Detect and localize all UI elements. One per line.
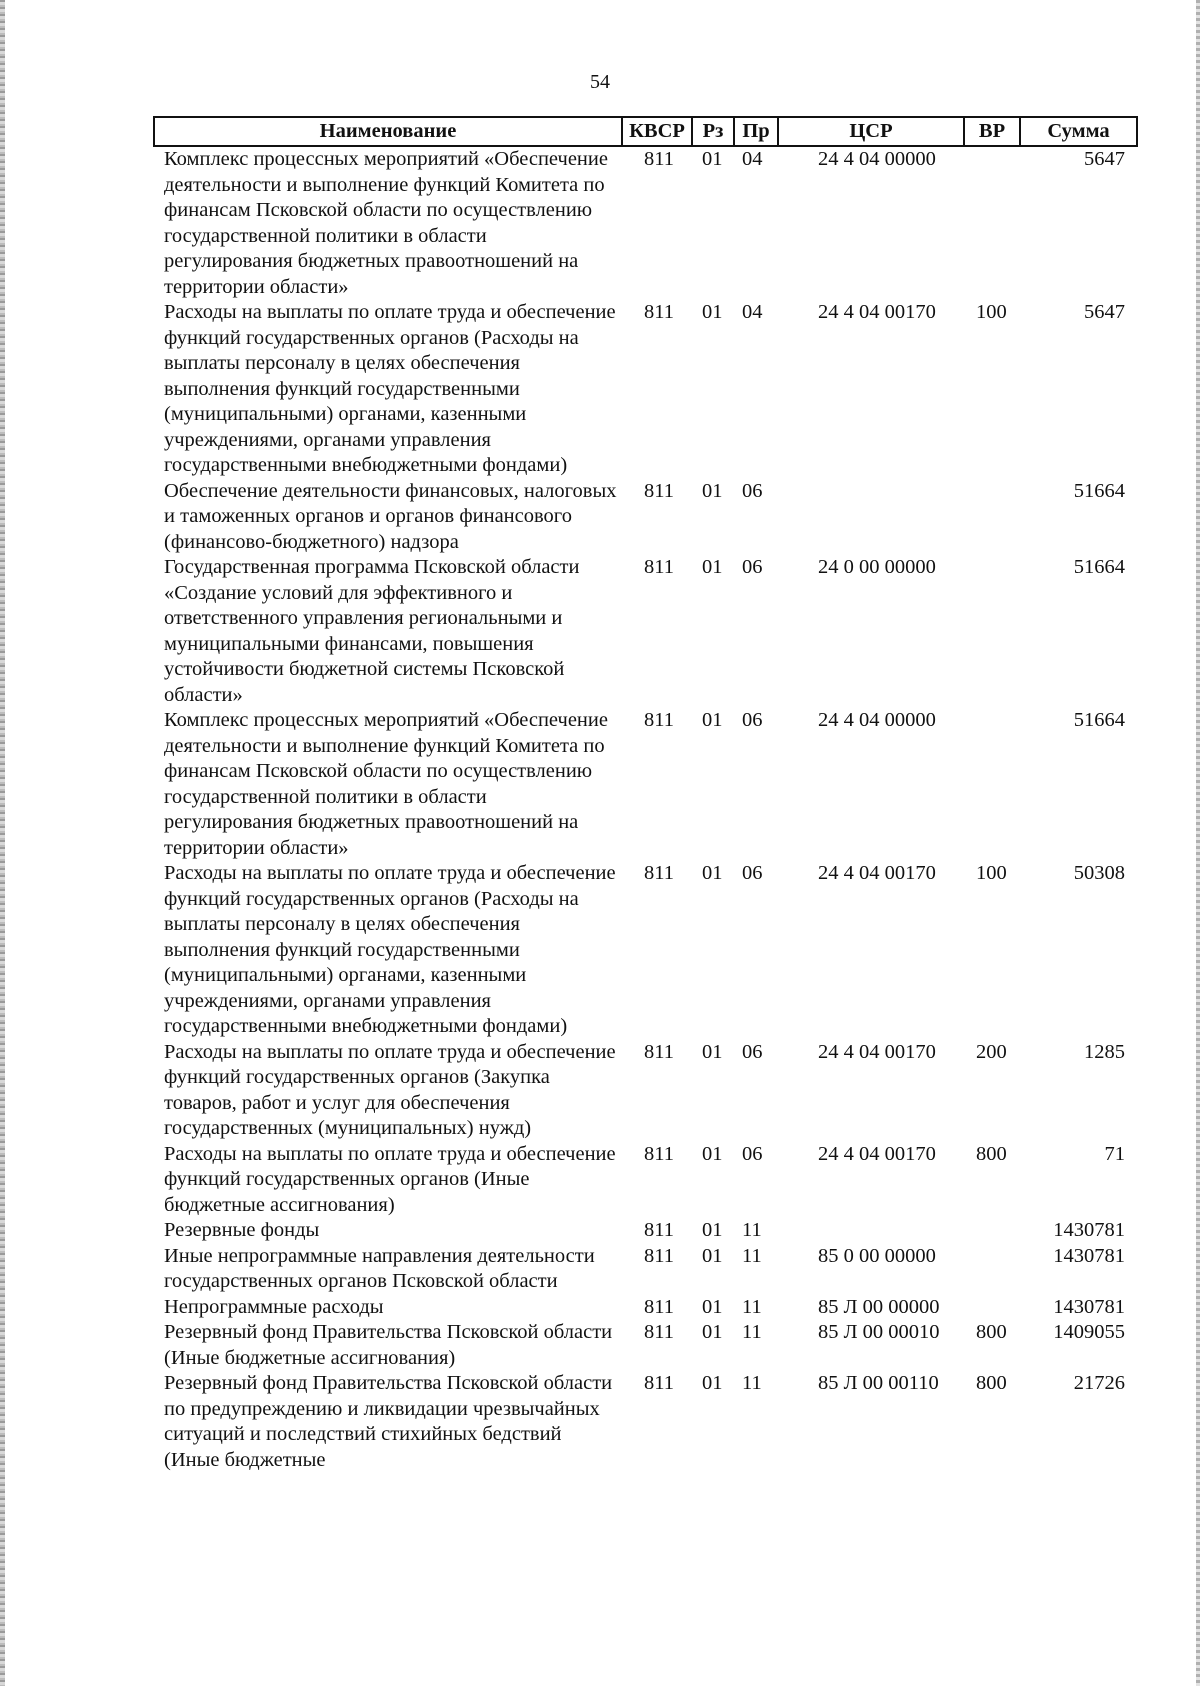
scan-edge-right xyxy=(1196,0,1200,1686)
cell-kvsr: 811 xyxy=(644,709,674,731)
cell-vr: 100 xyxy=(976,301,1007,323)
cell-name: Непрограммные расходы xyxy=(164,1295,384,1318)
cell-kvsr: 811 xyxy=(644,1295,674,1318)
cell-rz: 01 xyxy=(702,1295,723,1318)
cell-pr: 11 xyxy=(742,1295,762,1318)
cell-csr: 24 4 04 00170 xyxy=(818,862,936,884)
cell-name: Резервные фонды xyxy=(164,1219,320,1241)
cell-vr xyxy=(964,146,1020,300)
table-row xyxy=(154,1142,1137,1219)
cell-pr: 11 xyxy=(742,1244,762,1267)
cell-vr xyxy=(964,1218,1020,1244)
cell-kvsr: 811 xyxy=(644,301,674,323)
table-row xyxy=(154,1371,1137,1473)
cell-kvsr: 811 xyxy=(644,479,674,502)
cell-sum: 71 xyxy=(1104,1142,1125,1165)
cell-vr: 800 xyxy=(976,1142,1007,1165)
header-rz: Рз xyxy=(692,117,734,146)
header-vr: ВР xyxy=(964,117,1020,146)
cell-csr: 24 0 00 00000 xyxy=(818,556,936,578)
table-row xyxy=(154,1040,1137,1142)
cell-kvsr: 811 xyxy=(644,1040,674,1063)
header-kvsr: КВСР xyxy=(622,117,692,146)
cell-name: Комплекс процессных мероприятий «Обеспечение деятельности и выполнение функций Комитета по финансам Псковской области по осуществлению государственной политики в области регулирования бюджетных правоотношений на территории области» xyxy=(164,148,608,298)
header-row xyxy=(154,117,1137,146)
cell-rz: 01 xyxy=(702,1142,723,1165)
header-sum: Сумма xyxy=(1020,117,1137,146)
cell-sum: 1285 xyxy=(1084,1040,1125,1063)
cell-sum: 51664 xyxy=(1073,556,1125,578)
cell-name: Государственная программа Псковской области «Создание условий для эффективного и ответственного управления региональными и муниципальными финансами, повышения устойчивости бюджетной системы Псковской области» xyxy=(164,556,580,706)
cell-name: Расходы на выплаты по оплате труда и обеспечение функций государственных органов (Закупка товаров, работ и услуг для обеспечения государственных (муниципальных) нужд) xyxy=(164,1040,616,1139)
cell-rz: 01 xyxy=(702,301,723,323)
cell-kvsr: 811 xyxy=(644,1372,674,1394)
cell-rz: 01 xyxy=(702,1040,723,1063)
cell-kvsr: 811 xyxy=(644,1219,674,1241)
cell-vr: 800 xyxy=(976,1321,1007,1343)
cell-csr: 85 0 00 00000 xyxy=(818,1244,936,1267)
cell-sum: 51664 xyxy=(1073,709,1125,731)
cell-kvsr: 811 xyxy=(644,1321,674,1343)
cell-name: Резервный фонд Правительства Псковской области по предупреждению и ликвидации чрезвычайных ситуаций и последствий стихийных бедствий (Иные бюджетные xyxy=(164,1372,613,1471)
cell-name: Расходы на выплаты по оплате труда и обеспечение функций государственных органов (Расходы на выплаты персоналу в целях обеспечения выполнения функций государственными (муниципальными) органами, казенными учреждениями, органами управления государственными внебюджетными фондами) xyxy=(164,301,616,476)
cell-rz: 01 xyxy=(702,1219,723,1241)
cell-csr: 24 4 04 00000 xyxy=(818,709,936,731)
cell-name: Обеспечение деятельности финансовых, налоговых и таможенных органов и органов финансового (финансово-бюджетного) надзора xyxy=(164,479,617,553)
cell-sum: 5647 xyxy=(1084,301,1125,323)
table-header xyxy=(154,117,1137,146)
cell-name: Иные непрограммные направления деятельности государственных органов Псковской области xyxy=(164,1244,595,1292)
cell-csr xyxy=(778,479,964,556)
cell-sum: 1430781 xyxy=(1053,1295,1125,1318)
page-number: 54 xyxy=(590,71,610,93)
cell-csr: 85 Л 00 00010 xyxy=(818,1321,940,1343)
cell-rz: 01 xyxy=(702,1372,723,1394)
table-row xyxy=(154,300,1137,479)
cell-vr xyxy=(964,708,1020,861)
cell-pr: 06 xyxy=(742,862,763,884)
cell-rz: 01 xyxy=(702,479,723,502)
table-row xyxy=(154,1295,1137,1321)
cell-csr: 24 4 04 00170 xyxy=(818,1040,936,1063)
table-row xyxy=(154,861,1137,1040)
cell-rz: 01 xyxy=(702,1244,723,1267)
table-row xyxy=(154,1218,1137,1244)
table-row xyxy=(154,555,1137,708)
cell-vr xyxy=(964,479,1020,556)
cell-sum: 51664 xyxy=(1073,479,1125,502)
cell-rz: 01 xyxy=(702,1321,723,1343)
cell-sum: 1430781 xyxy=(1053,1219,1125,1241)
cell-vr xyxy=(964,555,1020,708)
cell-pr: 04 xyxy=(742,148,763,170)
cell-rz: 01 xyxy=(702,148,723,170)
cell-pr: 04 xyxy=(742,301,763,323)
cell-kvsr: 811 xyxy=(644,1244,674,1267)
cell-sum: 21726 xyxy=(1073,1372,1125,1394)
cell-kvsr: 811 xyxy=(644,862,674,884)
cell-kvsr: 811 xyxy=(644,556,674,578)
cell-name: Расходы на выплаты по оплате труда и обеспечение функций государственных органов (Расходы на выплаты персоналу в целях обеспечения выполнения функций государственными (муниципальными) органами, казенными учреждениями, органами управления государственными внебюджетными фондами) xyxy=(164,862,616,1037)
header-name: Наименование xyxy=(154,117,622,146)
budget-table xyxy=(153,116,1138,1473)
cell-csr: 85 Л 00 00000 xyxy=(818,1295,940,1318)
cell-kvsr: 811 xyxy=(644,1142,674,1165)
table-row xyxy=(154,146,1137,300)
table-row xyxy=(154,479,1137,556)
cell-pr: 06 xyxy=(742,556,763,578)
table-row xyxy=(154,1244,1137,1295)
cell-sum: 50308 xyxy=(1073,862,1125,884)
cell-rz: 01 xyxy=(702,709,723,731)
cell-vr: 100 xyxy=(976,862,1007,884)
cell-sum: 5647 xyxy=(1084,148,1125,170)
header-csr: ЦСР xyxy=(778,117,964,146)
cell-pr: 11 xyxy=(742,1219,762,1241)
cell-csr xyxy=(778,1218,964,1244)
cell-pr: 11 xyxy=(742,1321,762,1343)
cell-csr: 24 4 04 00170 xyxy=(818,301,936,323)
table-body xyxy=(154,146,1137,1473)
scan-edge-left xyxy=(0,0,5,1686)
cell-sum: 1430781 xyxy=(1053,1244,1125,1267)
cell-name: Резервный фонд Правительства Псковской области (Иные бюджетные ассигнования) xyxy=(164,1321,613,1369)
cell-vr: 200 xyxy=(976,1040,1007,1063)
table-row xyxy=(154,1320,1137,1371)
cell-sum: 1409055 xyxy=(1053,1321,1125,1343)
cell-pr: 06 xyxy=(742,479,763,502)
cell-vr xyxy=(964,1295,1020,1321)
cell-name: Расходы на выплаты по оплате труда и обеспечение функций государственных органов (Иные бюджетные ассигнования) xyxy=(164,1142,616,1216)
cell-csr: 85 Л 00 00110 xyxy=(818,1372,939,1394)
cell-rz: 01 xyxy=(702,862,723,884)
cell-vr: 800 xyxy=(976,1372,1007,1394)
table-row xyxy=(154,708,1137,861)
cell-pr: 06 xyxy=(742,1040,763,1063)
header-pr: Пр xyxy=(734,117,778,146)
cell-name: Комплекс процессных мероприятий «Обеспечение деятельности и выполнение функций Комитета по финансам Псковской области по осуществлению государственной политики в области регулирования бюджетных правоотношений на территории области» xyxy=(164,709,608,859)
cell-rz: 01 xyxy=(702,556,723,578)
cell-csr: 24 4 04 00170 xyxy=(818,1142,936,1165)
cell-pr: 06 xyxy=(742,1142,763,1165)
cell-pr: 11 xyxy=(742,1372,762,1394)
cell-csr: 24 4 04 00000 xyxy=(818,148,936,170)
cell-vr xyxy=(964,1244,1020,1295)
cell-pr: 06 xyxy=(742,709,763,731)
cell-kvsr: 811 xyxy=(644,148,674,170)
